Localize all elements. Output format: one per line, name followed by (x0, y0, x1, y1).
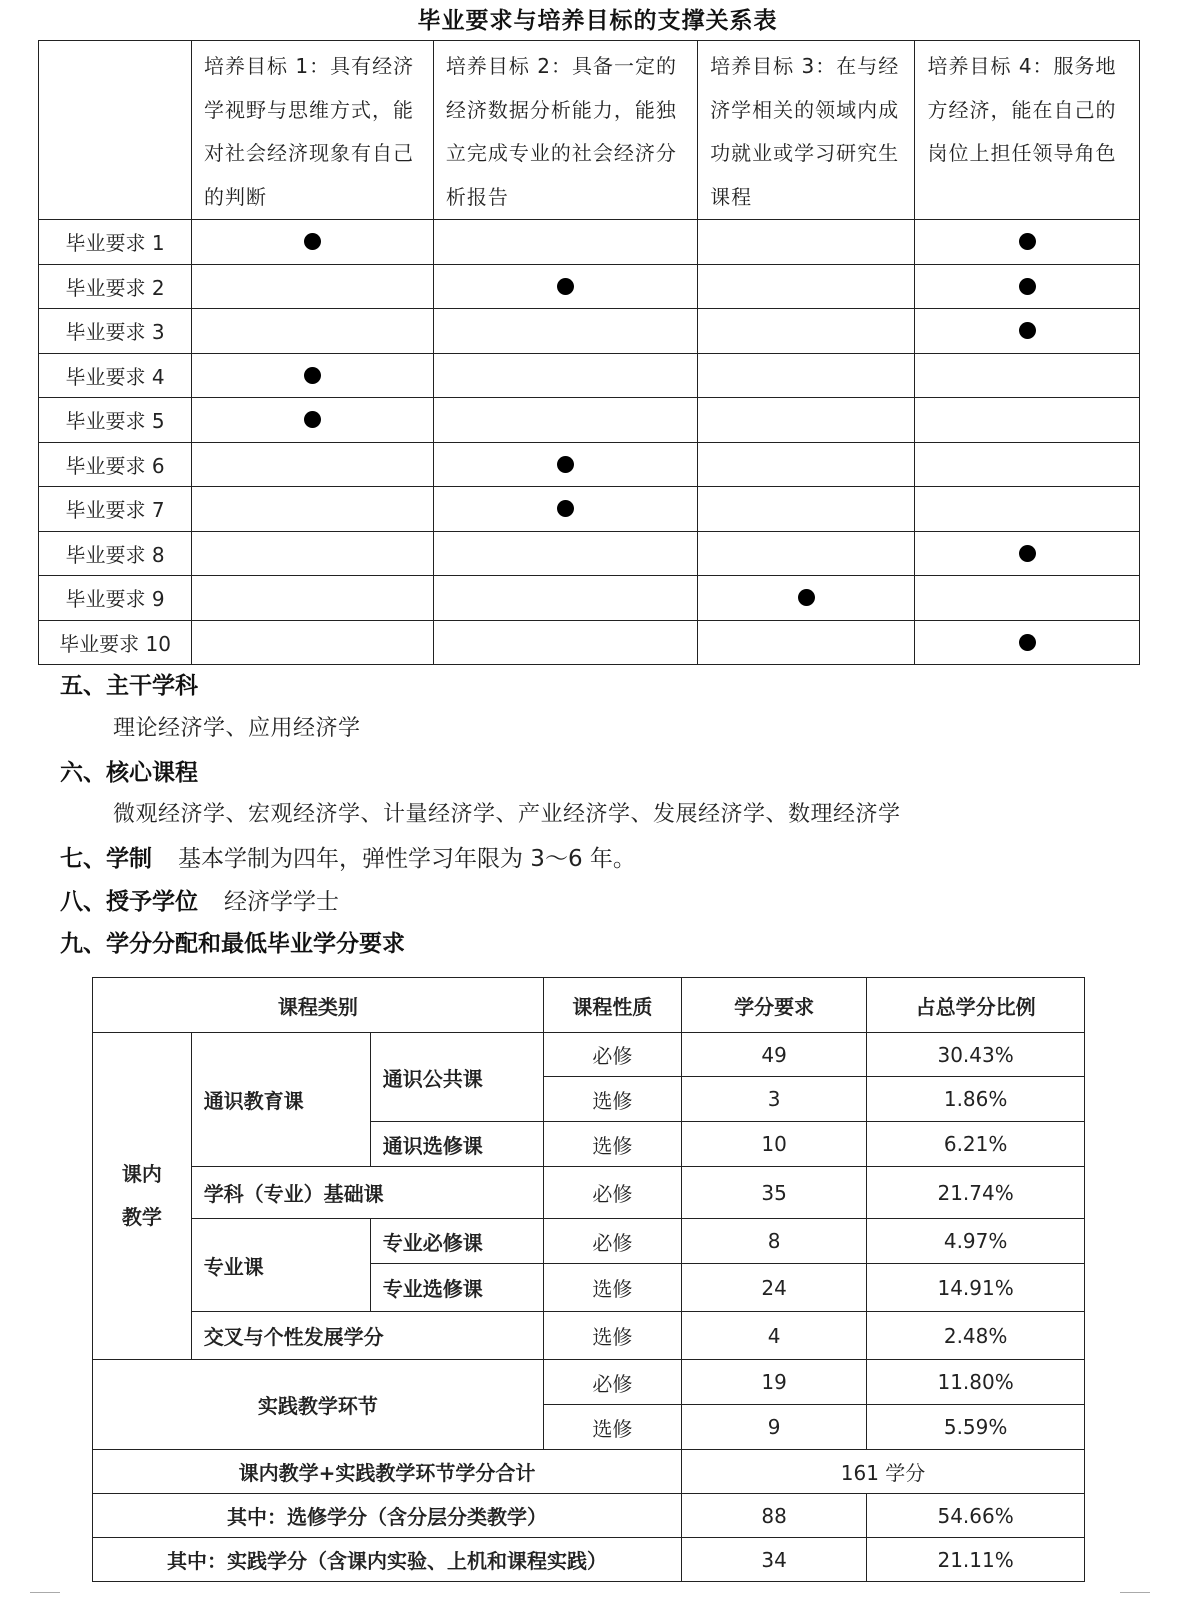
ratio-cell: 4.97% (867, 1219, 1085, 1264)
support-dot-icon (304, 367, 321, 384)
support-cell (433, 487, 697, 532)
discipline-base-label: 学科（专业）基础课 (191, 1167, 543, 1219)
section-body: 理论经济学、应用经济学 (113, 716, 361, 741)
ratio-cell: 21.11% (867, 1538, 1085, 1582)
section-heading-text: 八、授予学位 (60, 889, 198, 915)
major-course-label: 专业课 (191, 1219, 370, 1312)
cross-dev-label: 交叉与个性发展学分 (191, 1312, 543, 1360)
goal-header: 培养目标 4：服务地方经济，能在自己的岗位上担任领导角色 (915, 41, 1140, 220)
support-cell (433, 264, 697, 309)
support-cell (915, 220, 1140, 265)
section-heading-inline (60, 883, 339, 916)
support-matrix-table (38, 40, 1140, 665)
table-row (39, 487, 1140, 532)
header-ratio: 占总学分比例 (867, 978, 1085, 1033)
support-dot-icon (1019, 322, 1036, 339)
requirement-label: 毕业要求 6 (39, 442, 192, 487)
support-cell (192, 620, 434, 665)
header-credits: 学分要求 (682, 978, 867, 1033)
requirement-label: 毕业要求 10 (39, 620, 192, 665)
support-dot-icon (1019, 278, 1036, 295)
support-dot-icon (557, 278, 574, 295)
elective-total-label: 其中：选修学分（含分层分类教学） (93, 1494, 682, 1538)
requirement-label: 毕业要求 4 (39, 353, 192, 398)
table-row (93, 1219, 1085, 1264)
support-dot-icon (798, 589, 815, 606)
total-value: 161 学分 (682, 1450, 1085, 1494)
table-row (39, 398, 1140, 443)
ratio-cell: 14.91% (867, 1264, 1085, 1312)
page-corner-mark (30, 1592, 60, 1603)
support-cell (915, 398, 1140, 443)
table-row (93, 1360, 1085, 1405)
table-row (93, 1033, 1085, 1077)
support-cell (698, 220, 915, 265)
table-row (93, 1167, 1085, 1219)
header-nature: 课程性质 (543, 978, 681, 1033)
general-elective-label: 通识选修课 (370, 1122, 543, 1167)
support-cell (192, 220, 434, 265)
support-cell (433, 576, 697, 621)
credits-cell: 19 (682, 1360, 867, 1405)
credit-allocation-table (92, 977, 1085, 1582)
support-cell (698, 576, 915, 621)
nature-cell: 必修 (543, 1167, 681, 1219)
credits-cell: 8 (682, 1219, 867, 1264)
ratio-cell: 2.48% (867, 1312, 1085, 1360)
support-cell (433, 309, 697, 354)
support-cell (698, 309, 915, 354)
section-heading: 九、学分分配和最低毕业学分要求 (60, 931, 405, 957)
total-label: 课内教学+实践教学环节学分合计 (93, 1450, 682, 1494)
support-cell (192, 442, 434, 487)
nature-cell: 选修 (543, 1122, 681, 1167)
section-inline-body: 基本学制为四年，弹性学习年限为 3～6 年。 (178, 846, 636, 872)
requirement-label: 毕业要求 3 (39, 309, 192, 354)
table-row (93, 1538, 1085, 1582)
nature-cell: 选修 (543, 1077, 681, 1122)
support-cell (915, 531, 1140, 576)
ratio-cell: 21.74% (867, 1167, 1085, 1219)
general-public-label: 通识公共课 (370, 1033, 543, 1122)
table-row (39, 309, 1140, 354)
requirement-label: 毕业要求 5 (39, 398, 192, 443)
support-cell (433, 353, 697, 398)
support-cell (915, 309, 1140, 354)
support-cell (192, 576, 434, 621)
table-row (39, 576, 1140, 621)
table-row (39, 264, 1140, 309)
section-heading: 五、主干学科 (60, 673, 198, 699)
support-cell (915, 487, 1140, 532)
requirement-label: 毕业要求 7 (39, 487, 192, 532)
nature-cell: 选修 (543, 1405, 681, 1450)
in-class-label-text: 课内教学 (121, 1162, 162, 1229)
major-required-label: 专业必修课 (370, 1219, 543, 1264)
nature-cell: 选修 (543, 1312, 681, 1360)
support-cell (192, 264, 434, 309)
support-cell (192, 531, 434, 576)
ratio-cell: 6.21% (867, 1122, 1085, 1167)
table-row (93, 1494, 1085, 1538)
support-cell (698, 487, 915, 532)
ratio-cell: 30.43% (867, 1033, 1085, 1077)
requirement-label: 毕业要求 1 (39, 220, 192, 265)
section-heading-inline (60, 840, 636, 873)
requirement-label: 毕业要求 2 (39, 264, 192, 309)
support-cell (915, 576, 1140, 621)
support-cell (698, 531, 915, 576)
table-row (39, 353, 1140, 398)
practice-label: 实践教学环节 (93, 1360, 544, 1450)
ratio-cell: 1.86% (867, 1077, 1085, 1122)
support-cell (915, 620, 1140, 665)
support-cell (192, 398, 434, 443)
requirement-label: 毕业要求 8 (39, 531, 192, 576)
in-class-label (93, 1033, 192, 1360)
nature-cell: 选修 (543, 1264, 681, 1312)
requirement-label: 毕业要求 9 (39, 576, 192, 621)
goal-header: 培养目标 3：在与经济学相关的领域内成功就业或学习研究生课程 (698, 41, 915, 220)
support-cell (698, 620, 915, 665)
major-elective-label: 专业选修课 (370, 1264, 543, 1312)
table-row (39, 442, 1140, 487)
table-row (39, 620, 1140, 665)
support-cell (915, 264, 1140, 309)
support-dot-icon (1019, 545, 1036, 562)
corner-cell (39, 41, 192, 220)
support-dot-icon (1019, 634, 1036, 651)
support-cell (192, 309, 434, 354)
support-matrix-header (39, 41, 1140, 220)
support-cell (433, 531, 697, 576)
header-category: 课程类别 (93, 978, 544, 1033)
support-cell (698, 398, 915, 443)
section-body: 微观经济学、宏观经济学、计量经济学、产业经济学、发展经济学、数理经济学 (113, 802, 901, 827)
support-cell (433, 620, 697, 665)
credits-cell: 9 (682, 1405, 867, 1450)
nature-cell: 必修 (543, 1033, 681, 1077)
support-cell (433, 220, 697, 265)
table-row (93, 1450, 1085, 1494)
credits-cell: 4 (682, 1312, 867, 1360)
support-cell (915, 353, 1140, 398)
support-dot-icon (1019, 233, 1036, 250)
support-cell (915, 442, 1140, 487)
credits-cell: 35 (682, 1167, 867, 1219)
nature-cell: 必修 (543, 1360, 681, 1405)
table-row (93, 978, 1085, 1033)
table-row (39, 220, 1140, 265)
section-heading-text: 七、学制 (60, 846, 152, 872)
page-corner-mark (1120, 1592, 1150, 1603)
credits-cell: 88 (682, 1494, 867, 1538)
support-dot-icon (304, 411, 321, 428)
table-row (93, 1312, 1085, 1360)
goal-header: 培养目标 1：具有经济学视野与思维方式，能对社会经济现象有自己的判断 (192, 41, 434, 220)
nature-cell: 必修 (543, 1219, 681, 1264)
support-cell (192, 487, 434, 532)
support-cell (192, 353, 434, 398)
general-ed-label: 通识教育课 (191, 1033, 370, 1167)
credits-cell: 24 (682, 1264, 867, 1312)
support-cell (433, 398, 697, 443)
support-dot-icon (557, 500, 574, 517)
table-row (39, 531, 1140, 576)
credits-cell: 10 (682, 1122, 867, 1167)
support-dot-icon (557, 456, 574, 473)
support-dot-icon (304, 233, 321, 250)
ratio-cell: 11.80% (867, 1360, 1085, 1405)
credits-cell: 34 (682, 1538, 867, 1582)
goal-header: 培养目标 2：具备一定的经济数据分析能力，能独立完成专业的社会经济分析报告 (433, 41, 697, 220)
ratio-cell: 54.66% (867, 1494, 1085, 1538)
credits-cell: 49 (682, 1033, 867, 1077)
support-cell (698, 442, 915, 487)
support-cell (698, 353, 915, 398)
practice-total-label: 其中：实践学分（含课内实验、上机和课程实践） (93, 1538, 682, 1582)
section-heading: 六、核心课程 (60, 760, 198, 786)
section-inline-body: 经济学学士 (224, 889, 339, 915)
page-title: 毕业要求与培养目标的支撑关系表 (417, 8, 778, 34)
credits-cell: 3 (682, 1077, 867, 1122)
support-cell (433, 442, 697, 487)
ratio-cell: 5.59% (867, 1405, 1085, 1450)
support-cell (698, 264, 915, 309)
